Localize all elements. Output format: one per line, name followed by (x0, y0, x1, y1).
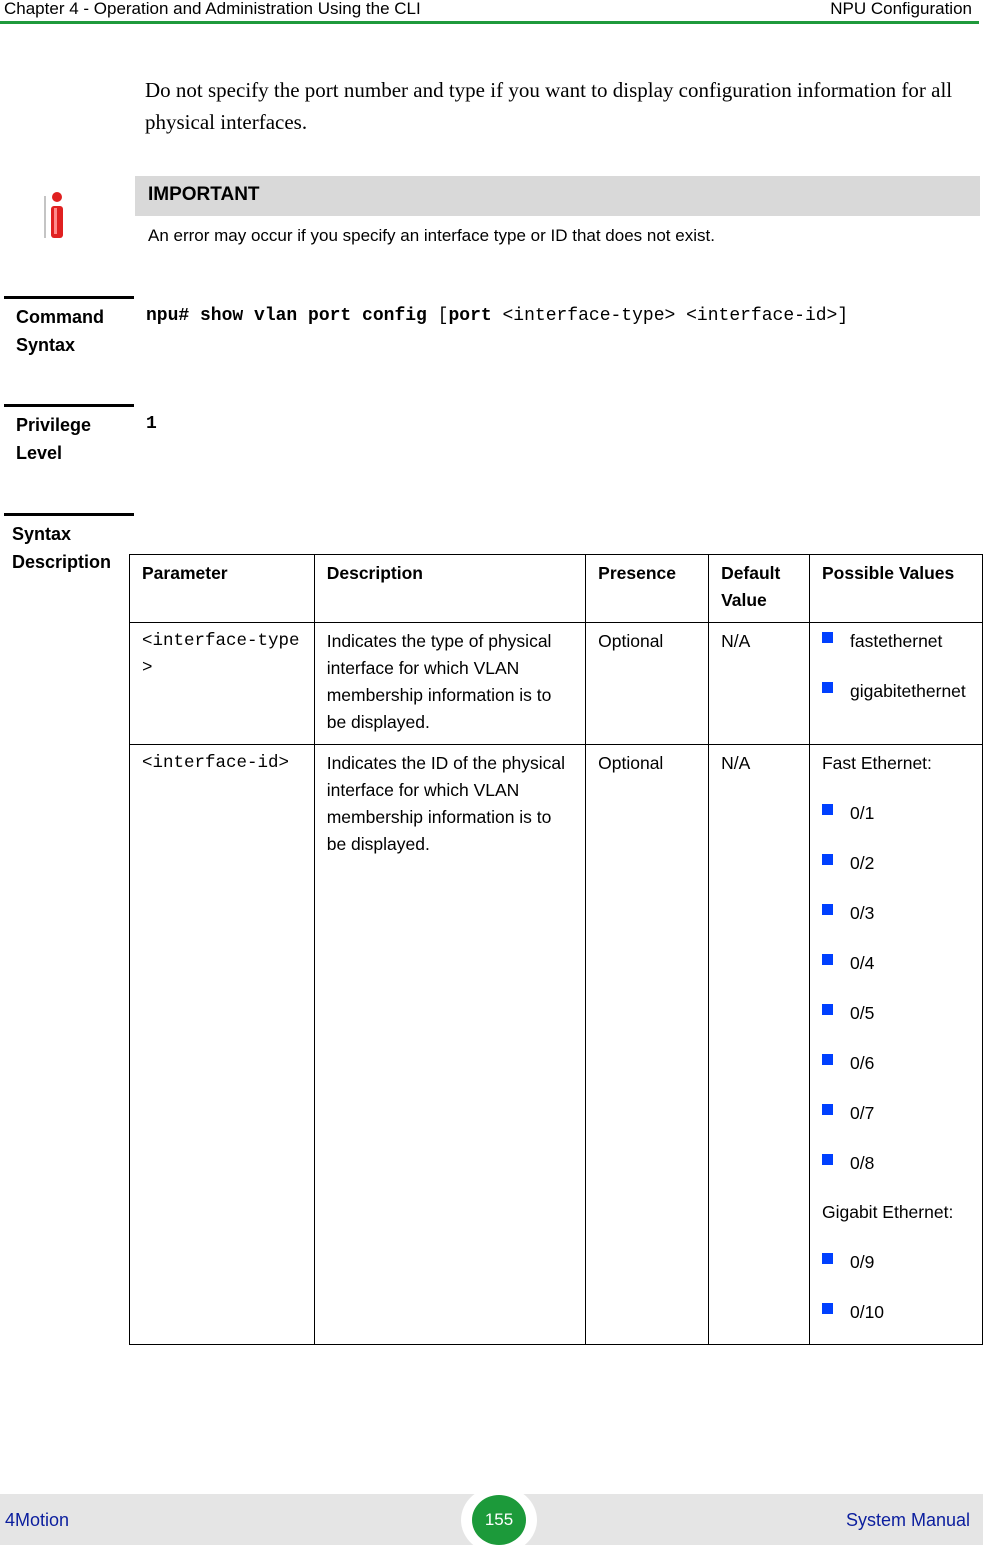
row-parameter: <interface-id> (130, 745, 315, 1345)
row-description: Indicates the ID of the physical interface for which VLAN membership information is to be displayed. (314, 745, 585, 1345)
bullet-square-icon (822, 904, 833, 915)
privilege-label-line1: Privilege (16, 415, 92, 435)
syntax-description-label-line2: Description (12, 552, 112, 572)
header-rule (0, 21, 979, 24)
command-keyword: npu# show vlan port config (146, 306, 427, 326)
row-possible-values (809, 745, 982, 1345)
footer-document: System Manual (845, 1510, 970, 1530)
list-item (822, 628, 970, 655)
bullet-square-icon (822, 1104, 833, 1115)
header-presence: Presence (586, 555, 709, 623)
list-item (822, 1000, 970, 1027)
running-header-section: NPU Configuration (830, 0, 972, 18)
important-title: IMPORTANT (148, 184, 260, 205)
list-item (822, 1299, 970, 1326)
value-text: 0/1 (849, 803, 875, 823)
table-header-row (130, 555, 983, 623)
group-label-gigabit-ethernet: Gigabit Ethernet: (821, 1202, 954, 1222)
row-default: N/A (709, 745, 810, 1345)
table-row (130, 623, 983, 745)
command-bracket-open: [ (426, 306, 449, 326)
value-text: 0/3 (849, 903, 875, 923)
bullet-square-icon (822, 682, 833, 693)
command-syntax (146, 306, 848, 326)
list-item (822, 850, 970, 877)
intro-paragraph: Do not specify the port number and type if you want to display configuration information for all physical interfaces. (145, 78, 953, 134)
parameter-table (129, 554, 983, 1345)
privilege-label (16, 411, 91, 467)
privilege-value: 1 (146, 414, 157, 434)
row-possible-values (809, 623, 982, 745)
bullet-square-icon (822, 1253, 833, 1264)
syntax-description-label (12, 520, 111, 576)
important-text: An error may occur if you specify an interface type or ID that does not exist. (148, 226, 715, 245)
bullet-square-icon (822, 804, 833, 815)
command-syntax-label-line2: Syntax (16, 335, 76, 355)
list-item (822, 950, 970, 977)
syntax-description-rule (4, 513, 134, 516)
value-text: 0/5 (849, 1003, 875, 1023)
table-row (130, 745, 983, 1345)
value-text: fastethernet (849, 631, 943, 651)
value-text: 0/2 (849, 853, 875, 873)
command-syntax-rule (4, 296, 134, 299)
value-text: 0/9 (849, 1252, 875, 1272)
bullet-square-icon (822, 1303, 833, 1314)
value-text: 0/8 (849, 1153, 875, 1173)
value-text: 0/4 (849, 953, 875, 973)
value-text: 0/6 (849, 1053, 875, 1073)
value-text: 0/10 (849, 1302, 885, 1322)
list-item (822, 800, 970, 827)
bullet-square-icon (822, 1054, 833, 1065)
header-description: Description (314, 555, 585, 623)
important-info-icon (44, 190, 66, 240)
important-banner (135, 176, 980, 216)
header-possible-values: Possible Values (809, 555, 982, 623)
row-description: Indicates the type of physical interface for which VLAN membership information is to be displayed. (314, 623, 585, 745)
list-item (822, 678, 970, 705)
syntax-description-label-line1: Syntax (12, 524, 72, 544)
row-default: N/A (709, 623, 810, 745)
command-arguments: <interface-type> <interface-id>] (491, 306, 849, 326)
bullet-square-icon (822, 1154, 833, 1165)
header-parameter: Parameter (130, 555, 315, 623)
row-presence: Optional (586, 745, 709, 1345)
row-parameter: <interface-type> (130, 623, 315, 745)
bullet-square-icon (822, 632, 833, 643)
running-header-chapter: Chapter 4 - Operation and Administration Using the CLI (4, 0, 421, 18)
command-syntax-label (16, 303, 104, 359)
list-item (822, 1050, 970, 1077)
command-port-keyword: port (448, 306, 492, 326)
value-text: 0/7 (849, 1103, 875, 1123)
bullet-square-icon (822, 1004, 833, 1015)
list-item (822, 900, 970, 927)
list-item (822, 1150, 970, 1177)
privilege-label-line2: Level (16, 443, 63, 463)
group-label-fast-ethernet: Fast Ethernet: (821, 753, 932, 773)
bullet-square-icon (822, 954, 833, 965)
list-item (822, 1249, 970, 1276)
bullet-square-icon (822, 854, 833, 865)
command-syntax-label-line1: Command (16, 307, 105, 327)
list-item (822, 1100, 970, 1127)
page-number: 155 (472, 1495, 526, 1545)
header-default-value: Default Value (709, 555, 810, 623)
row-presence: Optional (586, 623, 709, 745)
value-text: gigabitethernet (849, 681, 966, 701)
footer-product: 4Motion (5, 1510, 70, 1530)
privilege-rule (4, 404, 134, 407)
